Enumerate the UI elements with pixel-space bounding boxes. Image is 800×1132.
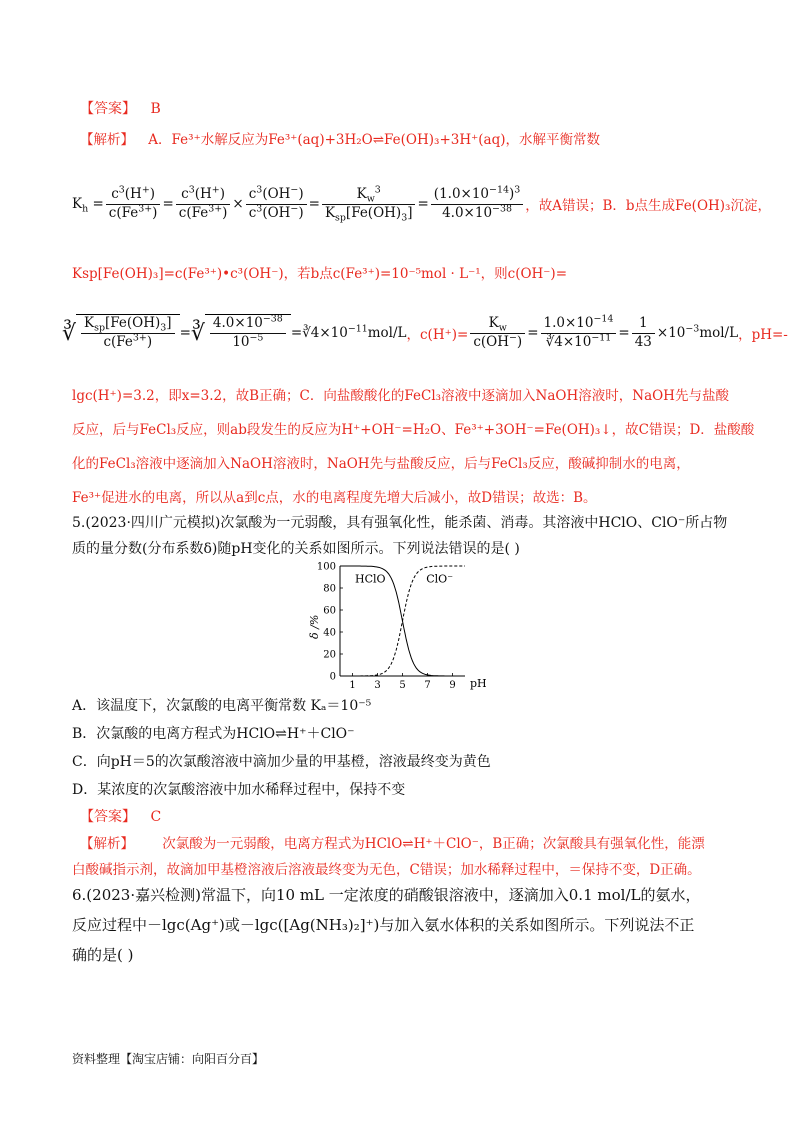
oh-unit: mol/L	[367, 325, 407, 341]
y-tick-label: 0	[329, 671, 336, 683]
ksp-line: Ksp[Fe(OH)₃]=c(Fe³⁺)•c³(OH⁻)，若b点c(Fe³⁺)=10⁻⁵mol · L⁻¹，则c(OH⁻)=	[72, 266, 568, 282]
series-label-hclo: HClO	[355, 572, 386, 586]
answer-value: B	[150, 101, 161, 117]
option-d: D．某浓度的次氯酸溶液中加水稀释过程中，保持不变	[72, 782, 406, 798]
x-tick-label: 3	[374, 680, 381, 691]
question-5-line-2: 质的量分数(分布系数δ)随pH变化的关系如图所示。下列说法错误的是( )	[72, 541, 520, 557]
y-tick-label: 60	[323, 605, 336, 617]
analysis-2-line-1	[80, 832, 705, 852]
option-a: A．该温度下，次氯酸的电离平衡常数 Kₐ＝10⁻⁵	[72, 698, 372, 714]
analysis-text: 次氯酸为一元弱酸，电离方程式为HClO⇌H⁺＋ClO⁻，B正确；次氯酸具有强氧化性，能漂	[162, 836, 705, 852]
oh-formula: ∛ $\frac{K_{sp}[Fe(OH)_3]}{c(Fe^{3+})}$ = ∛ $\frac{4.0\times 10^{-38}}{10^{-5}}$ $=∛4\times 10^{-11}$ mol/L ，c(H⁺)= $\frac{K_w}{c(OH^-)}$ = $\frac{1.0\times 10^{-14}}{∛4\times 10^{-11}}$ = $\frac{1}{43}$ $\times 10^{-3}mol/L$ ，pH=-	[62, 313, 788, 350]
kh-formula: $K_h$ = $\frac{c^3(H^+)}{c(Fe^{3+})}$ = $\frac{c^3(H^+)}{c(Fe^{3+})}$ × $\frac{c^3(OH^-)}{c^3(OH^-)}$ = $\frac{K_w^3}{K_{sp}[Fe(OH)_3]}$ = $\frac{(1.0\times 10^{-14})^3}{4.0\times 10^{-38}}$ ，故A错误；B．b点生成Fe(OH)₃沉淀，	[72, 184, 771, 224]
x-tick-label: 1	[349, 680, 356, 691]
analysis-line-1: lgc(H⁺)=3.2，即x=3.2，故B正确；C．向盐酸酸化的FeCl₃溶液中逐滴加入NaOH溶液时，NaOH先与盐酸	[72, 388, 729, 404]
footer: 资料整理【淘宝店铺：向阳百分百】	[72, 1052, 265, 1066]
question-6-line-3: 确的是( )	[72, 946, 134, 964]
analysis-line-4: Fe³⁺促进水的电离，所以从a到c点，水的电离程度先增大后减小，故D错误；故选：B。	[72, 490, 597, 506]
analysis-label: 【解析】	[80, 132, 134, 148]
y-axis-label: δ /%	[308, 614, 321, 639]
analysis-1-intro	[80, 128, 600, 148]
y-tick-label: 40	[323, 627, 336, 639]
x-axis-label: pH	[470, 677, 487, 690]
distribution-chart	[300, 558, 510, 693]
option-b: B．次氯酸的电离方程式为HClO⇌H⁺＋ClO⁻	[72, 726, 355, 742]
y-tick-label: 80	[323, 583, 336, 595]
x-tick-label: 7	[424, 680, 431, 691]
analysis-2-line-2: 白酸碱指示剂，故滴加甲基橙溶液后溶液最终变为无色，C错误；加水稀释过程中，＝保持不变，D正确。	[72, 862, 701, 878]
answer-value: C	[150, 809, 162, 825]
answer-1	[80, 98, 161, 118]
question-5-line-1: 5.(2023·四川广元模拟)次氯酸为一元弱酸，具有强氧化性，能杀菌、消毒。其溶液中HClO、ClO⁻所占物	[72, 515, 728, 531]
question-6-line-1: 6.(2023·嘉兴检测)常温下，向10 mL 一定浓度的硝酸银溶液中，逐滴加入0.1 mol/L的氨水，	[72, 886, 701, 904]
analysis-line-2: 反应，后与FeCl₃反应，则ab段发生的反应为H⁺+OH⁻=H₂O、Fe³⁺+3OH⁻=Fe(OH)₃↓，故C错误；D．盐酸酸	[72, 422, 755, 438]
y-tick-label: 20	[323, 649, 336, 661]
answer-2	[80, 806, 161, 826]
h-label: ，c(H⁺)=	[406, 327, 469, 343]
option-c: C．向pH＝5的次氯酸溶液中滴加少量的甲基橙，溶液最终变为黄色	[72, 754, 491, 770]
question-6-line-2: 反应过程中－lgc(Ag⁺)或－lgc([Ag(NH₃)₂]⁺)与加入氨水体积的关系如图所示。下列说法不正	[72, 916, 695, 934]
ph-tail: ，pH=-	[738, 327, 788, 343]
answer-label: 【答案】	[80, 101, 136, 117]
x-tick-label: 5	[399, 680, 406, 691]
kh-tail: ，故A错误；B．b点生成Fe(OH)₃沉淀，	[525, 198, 771, 214]
answer-label: 【答案】	[80, 809, 136, 825]
y-tick-label: 100	[316, 561, 336, 573]
analysis-text: A．Fe³⁺水解反应为Fe³⁺(aq)+3H₂O⇌Fe(OH)₃+3H⁺(aq)，水解平衡常数	[148, 132, 600, 148]
analysis-label: 【解析】	[80, 836, 134, 852]
analysis-line-3: 化的FeCl₃溶液中逐滴加入NaOH溶液时，NaOH先与盐酸反应，后与FeCl₃反应，酸碱抑制水的电离，	[72, 456, 690, 472]
x-tick-label: 9	[449, 680, 456, 691]
series-label-clo: ClO⁻	[426, 572, 454, 586]
